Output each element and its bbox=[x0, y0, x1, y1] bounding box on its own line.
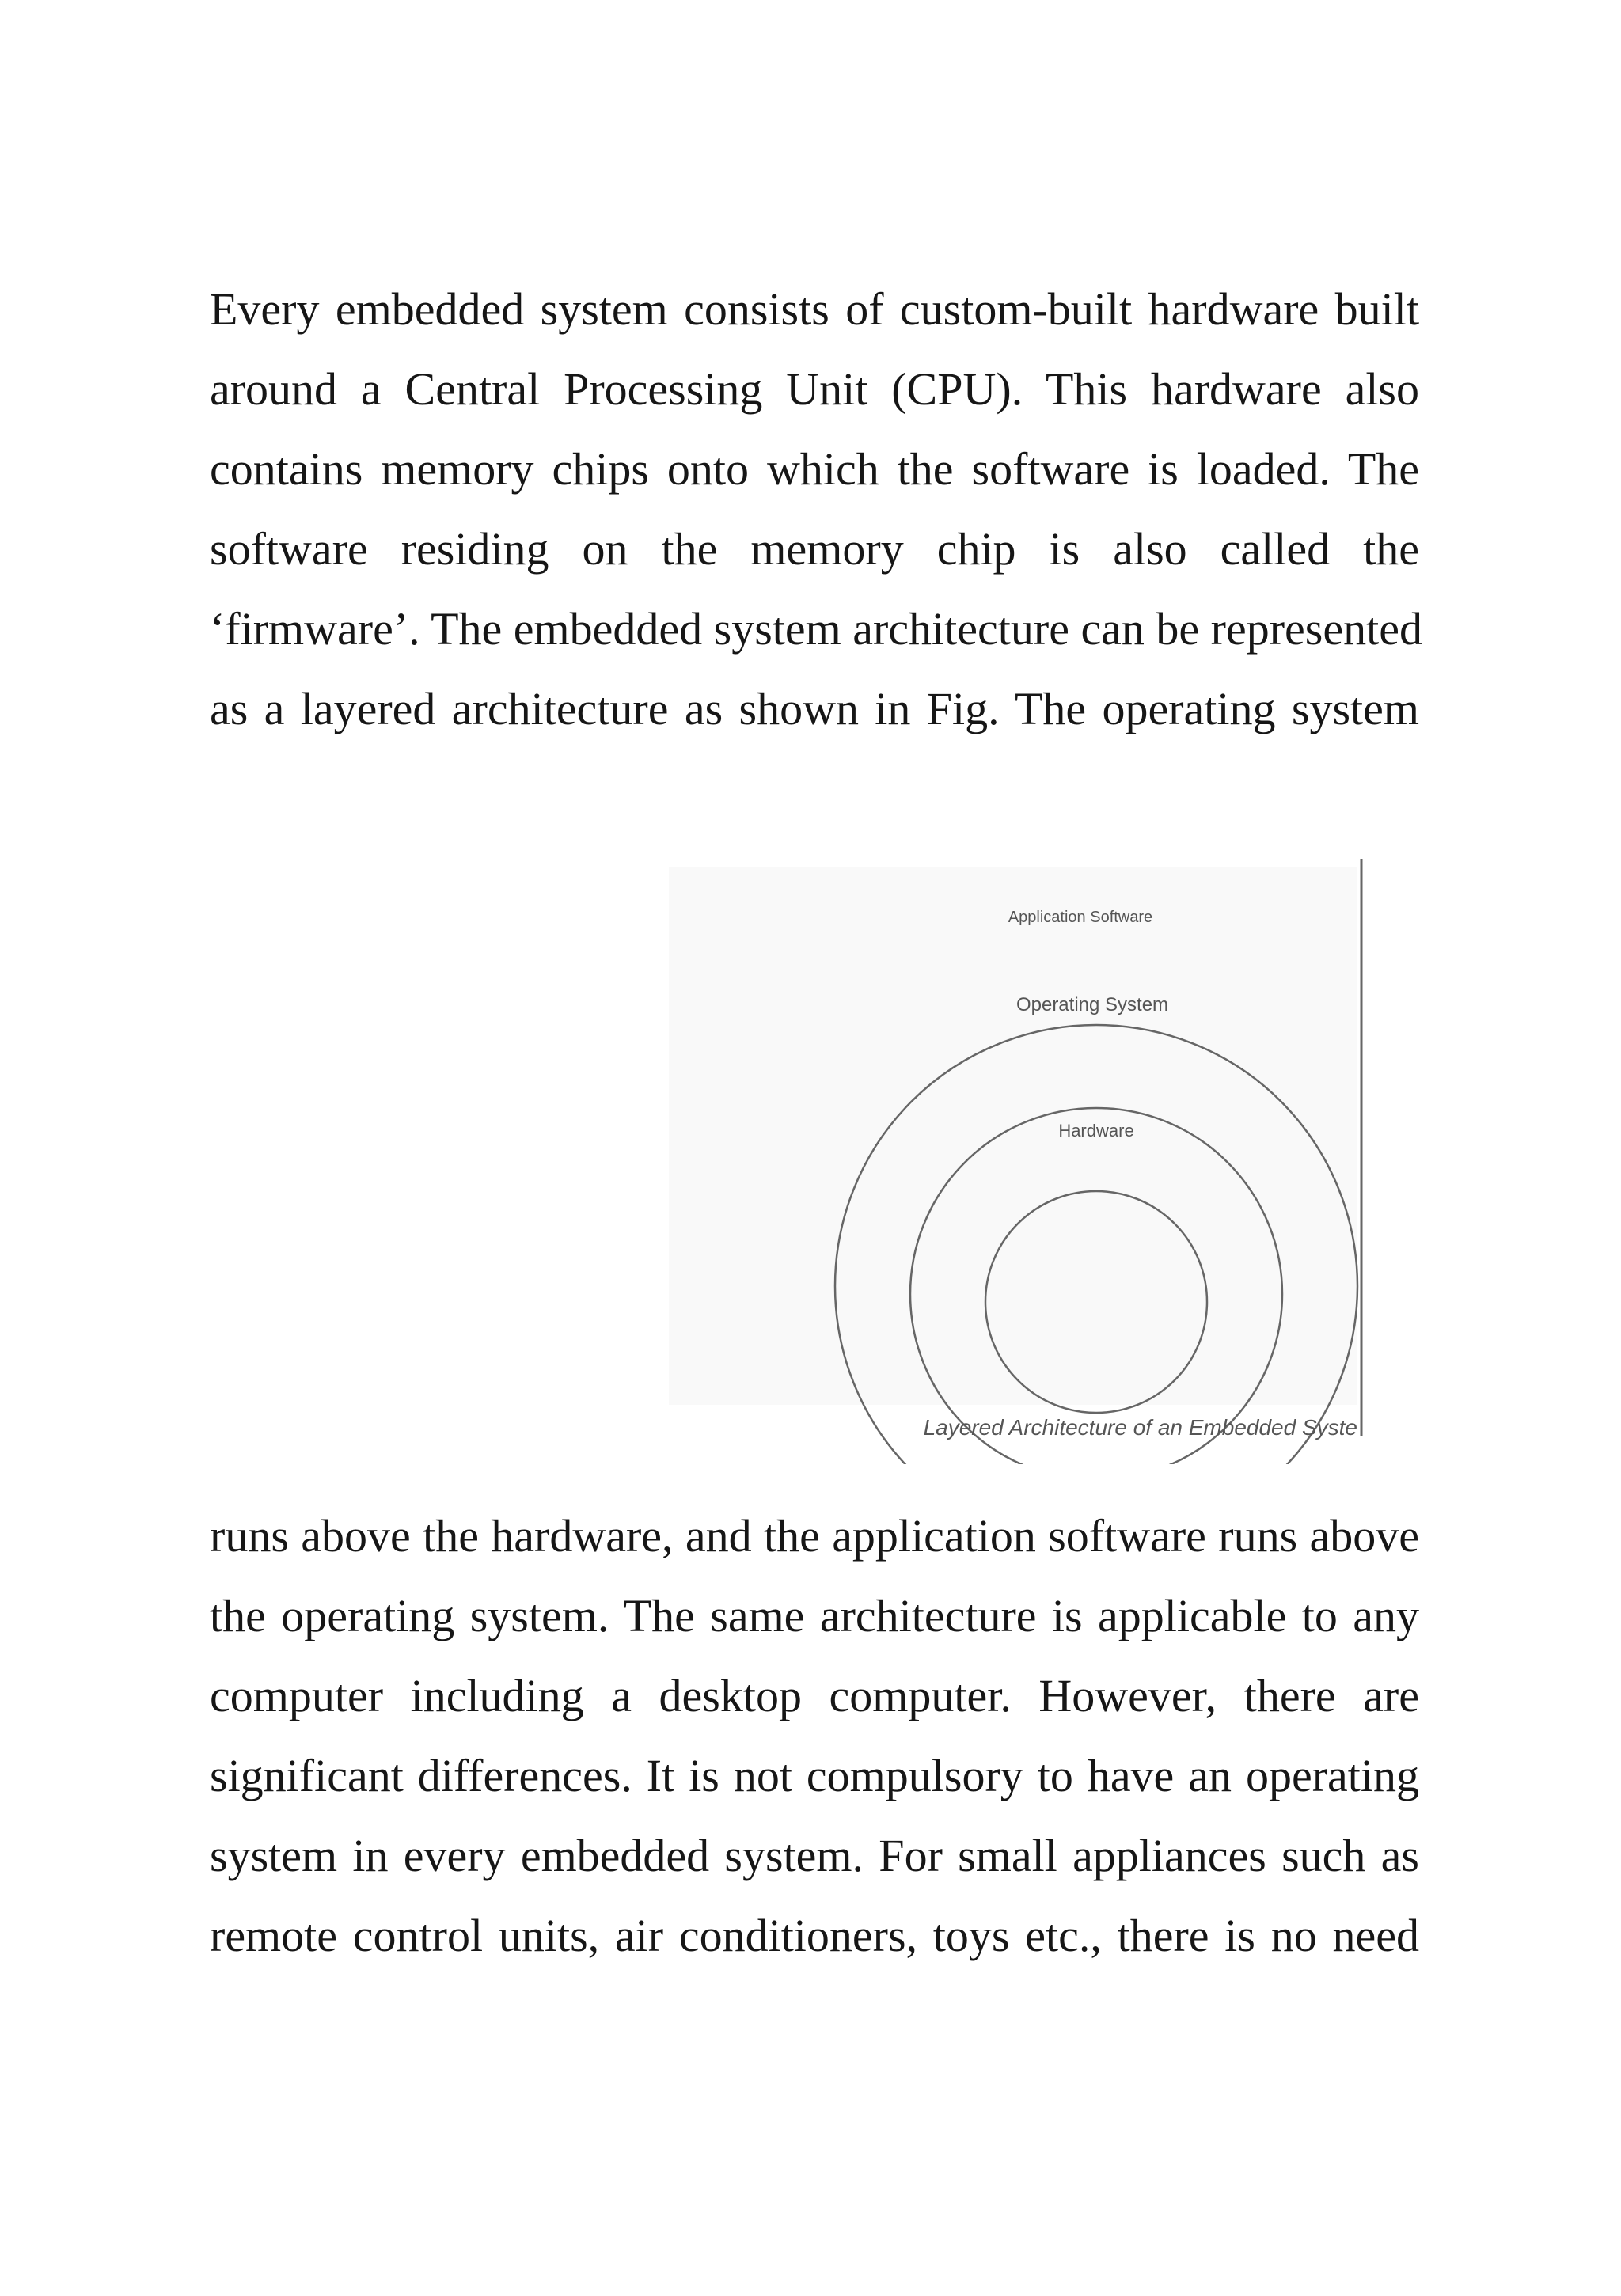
text-line: significant differences. It is not compulsory to have an operating bbox=[210, 1750, 1419, 1801]
layered-architecture-figure bbox=[669, 851, 1377, 1464]
outer-ring bbox=[835, 1025, 1357, 1464]
ring-label-application-software: Application Software bbox=[1008, 909, 1153, 926]
text-line: as a layered architecture as shown in Fig. The operating system bbox=[210, 683, 1419, 734]
figure-caption: Layered Architecture of an Embedded Syste bbox=[923, 1415, 1357, 1440]
text-line: software residing on the memory chip is also called the bbox=[210, 523, 1419, 575]
ring-label-operating-system: Operating System bbox=[1015, 994, 1169, 1015]
middle-ring bbox=[910, 1108, 1282, 1464]
text-line: around a Central Processing Unit (CPU). This hardware also bbox=[210, 363, 1419, 415]
text-line: runs above the hardware, and the application software runs above bbox=[210, 1510, 1419, 1562]
text-line: computer including a desktop computer. However, there are bbox=[210, 1670, 1419, 1721]
text-line: remote control units, air conditioners, toys etc., there is no need bbox=[210, 1910, 1419, 1961]
paragraph-1 bbox=[210, 269, 1422, 749]
ring-label-hardware: Hardware bbox=[1058, 1121, 1134, 1140]
text-line: ‘firmware’. The embedded system architecture can be represented bbox=[210, 603, 1422, 655]
figure-diagram bbox=[669, 851, 1377, 1464]
inner-ring bbox=[985, 1191, 1207, 1413]
text-line: contains memory chips onto which the software is loaded. The bbox=[210, 443, 1419, 495]
text-line: the operating system. The same architecture is applicable to any bbox=[210, 1590, 1419, 1641]
text-line: system in every embedded system. For small appliances such as bbox=[210, 1830, 1419, 1881]
text-line: Every embedded system consists of custom-built hardware built bbox=[210, 283, 1419, 335]
paragraph-2 bbox=[210, 1496, 1419, 1975]
